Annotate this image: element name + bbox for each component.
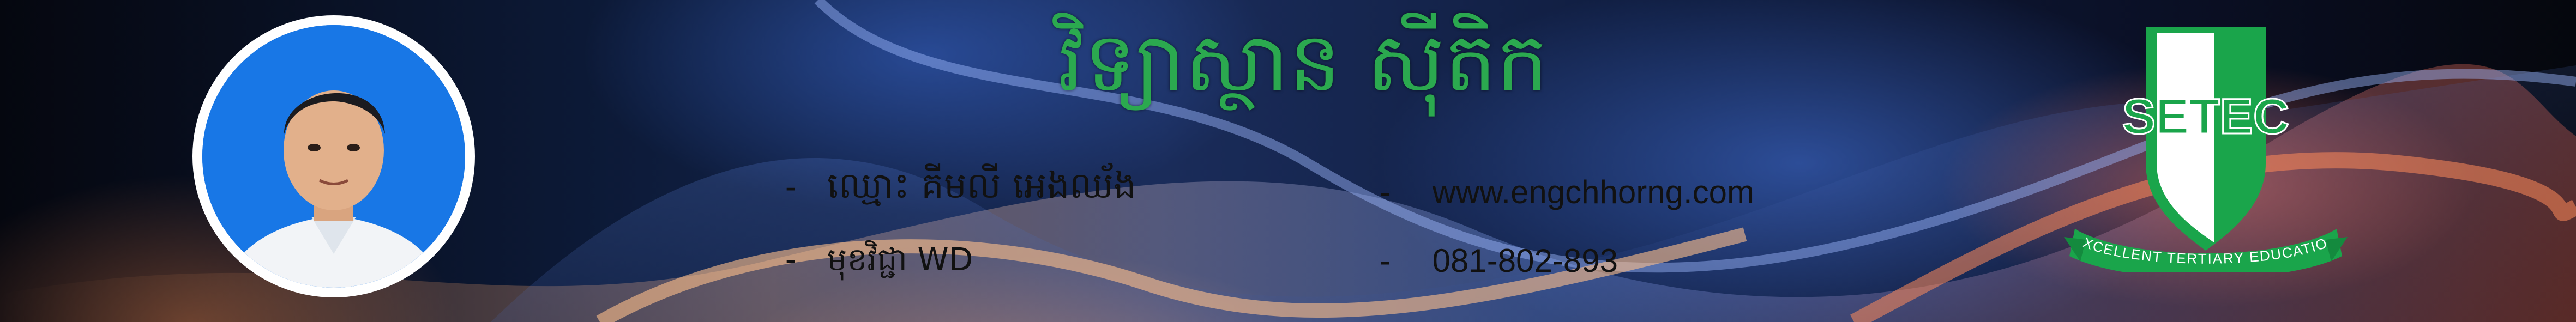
bullet-dash: - — [785, 168, 796, 205]
name-line — [785, 163, 1136, 216]
bullet-dash: - — [785, 241, 796, 277]
phone-number: 081-802-893 — [1432, 242, 1618, 279]
logo-brand-text: SETEC — [2122, 89, 2290, 144]
person-portrait-icon — [202, 25, 465, 288]
phone-line — [1380, 242, 1618, 280]
profile-photo-frame — [192, 15, 475, 297]
teacher-name: ឈ្មោះ គីមលី អេងឈ័ង — [827, 165, 1136, 206]
bullet-dash: - — [1380, 174, 1391, 210]
bullet-dash: - — [1380, 242, 1391, 279]
website-line — [1380, 173, 1754, 211]
profile-photo — [202, 25, 465, 288]
setec-shield-icon — [2064, 22, 2348, 272]
website-link[interactable]: www.engchhorng.com — [1432, 174, 1754, 210]
institute-title: វិទ្យាស្ថាន ស៊ីតិក — [1058, 15, 1549, 110]
setec-logo — [2064, 22, 2348, 272]
logo-ribbon-text: XCELLENT TERTIARY EDUCATIO — [2080, 234, 2330, 267]
subject-text: មុខវិជ្ជា WD — [827, 241, 973, 278]
subject-line — [785, 240, 973, 286]
